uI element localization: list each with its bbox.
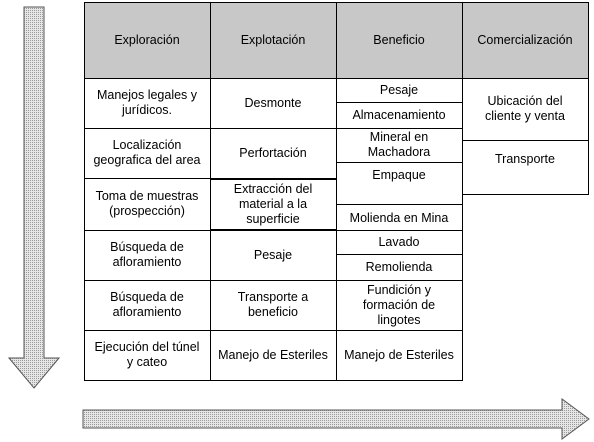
beneficio-cell-5: Molienda en Mina [336,204,462,230]
beneficio-cell-6: Lavado [336,230,462,254]
grid-line [462,140,588,141]
grid-line [84,330,336,331]
comercializacion-cell-2: Transporte [462,140,588,194]
grid-line [336,280,462,281]
comercializacion-cell-1: Ubicación del cliente y venta [462,78,588,140]
arrow-right-icon [82,398,590,440]
grid-line [210,229,336,231]
explotacion-cell-5: Transporte a beneficio [210,280,336,330]
arrow-down-icon [8,6,60,390]
beneficio-cell-1: Pesaje [336,78,462,102]
grid-line [84,380,463,381]
exploracion-cell-3: Toma de muestras (prospección) [84,178,210,230]
grid-line [336,254,462,255]
beneficio-cell-9: Manejo de Esteriles [336,330,462,380]
exploracion-cell-6: Ejecución del túnel y cateo [84,330,210,380]
grid-line [210,178,336,180]
beneficio-cell-4: Empaque [336,162,462,204]
beneficio-cell-8: Fundición y formación de lingotes [336,280,462,330]
grid-line [336,102,462,103]
explotacion-cell-1: Desmonte [210,78,336,128]
header-beneficio: Beneficio [336,2,462,78]
grid-line [84,128,336,129]
grid-line [84,178,210,179]
explotacion-cell-3: Extracción del material a la superficie [210,178,336,230]
exploracion-cell-2: Localización geografica del area [84,128,210,178]
grid-line [84,2,85,380]
explotacion-cell-6: Manejo de Esteriles [210,330,336,380]
grid-line [336,230,462,231]
header-comercializacion: Comercialización [462,2,588,78]
grid-line [336,330,462,331]
explotacion-cell-4: Pesaje [210,230,336,280]
exploracion-cell-4: Búsqueda de afloramiento [84,230,210,280]
header-explotacion: Explotación [210,2,336,78]
beneficio-cell-7: Remolienda [336,254,462,280]
exploracion-cell-1: Manejos legales y jurídicos. [84,78,210,128]
grid-line [462,2,463,380]
grid-line [336,128,462,129]
grid-line [462,194,589,195]
grid-line [84,230,210,231]
grid-line [588,2,589,194]
beneficio-cell-3: Mineral en Machadora [336,128,462,162]
grid-line [84,280,336,281]
beneficio-cell-2: Almacenamiento [336,102,462,128]
grid-line [336,162,462,163]
grid-line [336,2,337,380]
grid-line [210,2,211,380]
explotacion-cell-2: Perfortación [210,128,336,178]
exploracion-cell-5: Búsqueda de afloramiento [84,280,210,330]
header-exploracion: Exploración [84,2,210,78]
grid-line [336,204,462,205]
